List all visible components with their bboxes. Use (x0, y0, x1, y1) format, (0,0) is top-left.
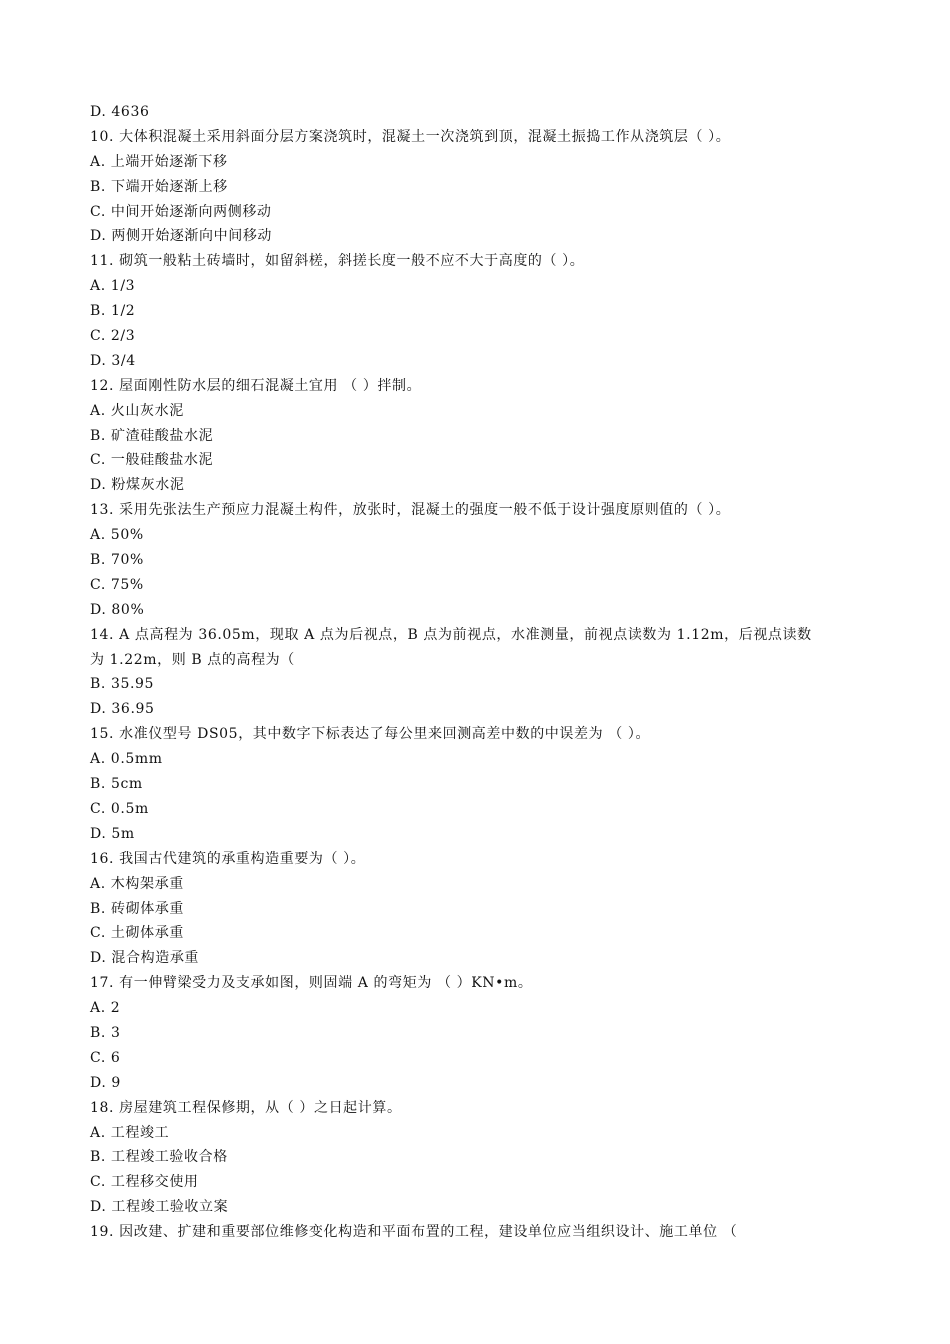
text-line: B. 35.95 (90, 676, 155, 693)
text-line: C. 工程移交使用 (90, 1174, 199, 1191)
text-line: C. 6 (90, 1049, 121, 1066)
text-line: D. 9 (90, 1074, 121, 1091)
text-line: 16. 我国古代建筑的承重构造重要为（ ）。 (90, 850, 366, 867)
text-line: C. 75% (90, 576, 144, 593)
text-line: 13. 采用先张法生产预应力混凝土构件，放张时，混凝土的强度一般不低于设计强度原则值的（ ）。 (90, 502, 731, 519)
document-page (90, 100, 870, 1245)
text-line: 10. 大体积混凝土采用斜面分层方案浇筑时，混凝土一次浇筑到顶，混凝土振捣工作从浇筑层（ ）。 (90, 128, 731, 145)
text-line: B. 砖砌体承重 (90, 900, 184, 917)
text-line: B. 工程竣工验收合格 (90, 1149, 228, 1166)
text-line: C. 一般硅酸盐水泥 (90, 452, 214, 469)
text-line: B. 矿渣硅酸盐水泥 (90, 427, 214, 444)
text-line: A. 木构架承重 (90, 875, 184, 892)
text-line: B. 70% (90, 552, 144, 569)
text-line: 12. 屋面刚性防水层的细石混凝土宜用 （ ）拌制。 (90, 377, 422, 394)
text-line: B. 1/2 (90, 303, 136, 320)
text-line: D. 36.95 (90, 701, 155, 718)
text-line: D. 80% (90, 601, 145, 618)
text-line: 17. 有一伸臂梁受力及支承如图，则固端 A 的弯矩为 （ ）KN•m。 (90, 975, 533, 992)
text-line: C. 2/3 (90, 328, 136, 345)
text-line: A. 0.5mm (90, 751, 163, 768)
text-line: A. 火山灰水泥 (90, 402, 184, 419)
text-line: A. 1/3 (90, 278, 136, 295)
text-line: 19. 因改建、扩建和重要部位维修变化构造和平面布置的工程，建设单位应当组织设计、施工单位 （ (90, 1224, 738, 1241)
text-line: B. 3 (90, 1024, 121, 1041)
text-line: 11. 砌筑一般粘土砖墙时，如留斜槎，斜搓长度一般不应不大于高度的（ ）。 (90, 253, 585, 270)
text-line: C. 0.5m (90, 800, 149, 817)
text-line: B. 下端开始逐渐上移 (90, 178, 228, 195)
text-line: 15. 水准仪型号 DS05，其中数字下标表达了每公里来回测高差中数的中误差为 （ ）。 (90, 726, 651, 743)
text-line: A. 2 (90, 1000, 121, 1017)
text-line: 为 1.22m，则 B 点的高程为（ (90, 651, 295, 668)
text-line: D. 工程竣工验收立案 (90, 1199, 229, 1216)
text-line: 14. A 点高程为 36.05m，现取 A 点为后视点，B 点为前视点，水准测量，前视点读数为 1.12m，后视点读数 (90, 626, 812, 643)
text-line: C. 中间开始逐渐向两侧移动 (90, 203, 272, 220)
text-line: D. 5m (90, 825, 135, 842)
text-line: B. 5cm (90, 776, 143, 793)
text-line: D. 粉煤灰水泥 (90, 477, 185, 494)
text-line: A. 工程竣工 (90, 1124, 170, 1141)
text-line: D. 混合构造承重 (90, 950, 200, 967)
text-line: A. 50% (90, 527, 144, 544)
text-line: D. 4636 (90, 104, 150, 120)
text-line: A. 上端开始逐渐下移 (90, 153, 228, 170)
text-line: D. 3/4 (90, 352, 136, 369)
text-line: 18. 房屋建筑工程保修期，从（ ）之日起计算。 (90, 1099, 402, 1116)
text-line: D. 两侧开始逐渐向中间移动 (90, 228, 273, 245)
text-line: C. 土砌体承重 (90, 925, 184, 942)
